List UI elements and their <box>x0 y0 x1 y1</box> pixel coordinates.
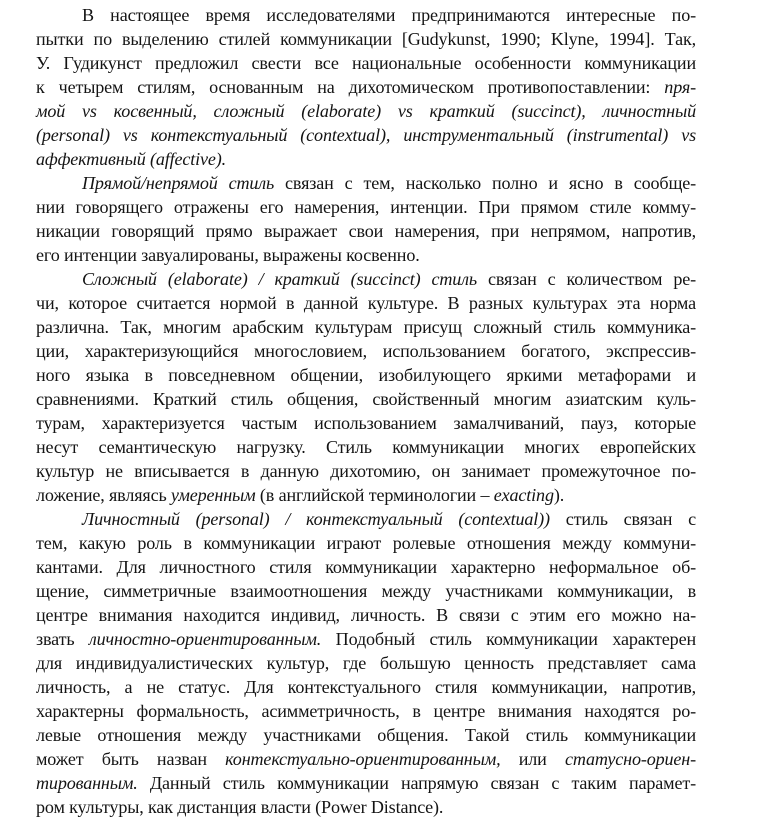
text-line <box>36 363 696 387</box>
text-run: кантами. Для личностного стиля коммуникации характерно неформальное об- <box>36 557 696 577</box>
text-line <box>36 459 696 483</box>
text-run: пытки по выделению стилей коммуникации [Gudykunst, 1990; Klyne, 1994]. Так, <box>36 29 696 49</box>
text-run: личность, а не статус. Для контекстуального стиля коммуникации, напротив, <box>36 677 696 697</box>
italic-term: Сложный (elaborate) / краткий (succinct) стиль <box>82 269 477 289</box>
text-line <box>36 699 696 723</box>
text-line <box>36 99 696 123</box>
text-line <box>36 147 696 171</box>
text-line <box>36 483 696 507</box>
text-line <box>36 675 696 699</box>
text-run: никации говорящий прямо выражает свои намерения, при непрямом, напротив, <box>36 221 696 241</box>
text-run: чи, которое считается нормой в данной культуре. В разных культурах эта норма <box>36 293 696 313</box>
text-run: культур не вписывается в данную дихотомию, он занимает промежуточное по- <box>36 461 696 481</box>
text-run: Подобный стиль коммуникации характерен <box>321 629 696 649</box>
text-run: ного языка в повседневном общении, изобилующего яркими метафорами и <box>36 365 696 385</box>
text-run: различна. Так, многим арабским культурам присущ сложный стиль коммуника- <box>36 317 696 337</box>
text-run: турам, характеризуется частым использованием замалчиваний, пауз, которые <box>36 413 696 433</box>
text-line <box>82 507 696 531</box>
text-run: У. Гудикунст предложил свести все национальные особенности коммуникации <box>36 53 696 73</box>
italic-term: контекстуально-ориентированным, <box>225 749 501 769</box>
text-line <box>36 747 696 771</box>
text-line <box>36 435 696 459</box>
text-line <box>36 411 696 435</box>
text-line <box>36 603 696 627</box>
italic-term: умеренным <box>170 485 256 505</box>
text-line <box>36 651 696 675</box>
text-run: ром культуры, как дистанция власти (Power Distance). <box>36 797 444 817</box>
italic-term: мой vs косвенный, сложный (elaborate) vs краткий (succinct), личностный <box>36 101 696 121</box>
text-line <box>36 339 696 363</box>
text-line <box>36 627 696 651</box>
text-line <box>36 195 696 219</box>
text-line <box>36 27 696 51</box>
text-run: сравнениями. Краткий стиль общения, свойственный многим азиатским куль- <box>36 389 696 409</box>
text-line <box>36 795 696 819</box>
text-line <box>36 723 696 747</box>
text-line <box>36 123 696 147</box>
text-line <box>36 387 696 411</box>
text-run: центре внимания находится индивид, личность. В связи с этим его можно на- <box>36 605 696 625</box>
text-run: ). <box>553 485 565 505</box>
text-run: тем, какую роль в коммуникации играют ролевые отношения между коммуни- <box>36 533 696 553</box>
text-run: несут семантическую нагрузку. Стиль коммуникации многих европейских <box>36 437 696 457</box>
text-run: стиль связан с <box>549 509 696 529</box>
text-run: или <box>500 749 565 769</box>
italic-term: статусно-ориен- <box>564 749 696 769</box>
text-run: звать <box>36 629 89 649</box>
text-line <box>36 291 696 315</box>
text-run: ции, характеризующийся многословием, использованием богатого, экспрессив- <box>36 341 696 361</box>
text-line <box>36 75 696 99</box>
text-run: его интенции завуалированы, выражены косвенно. <box>36 245 420 265</box>
italic-term: (personal) vs контекстуальный (contextual), инструментальный (instrumental) vs <box>36 125 696 145</box>
text-run: характерны формальность, асимметричность, в центре внимания находятся ро- <box>36 701 696 721</box>
italic-term: Личностный (personal) / контекстуальный (contextual)) <box>82 509 550 529</box>
italic-term: аффективный (affective). <box>36 149 227 169</box>
text-line <box>82 267 696 291</box>
text-run: связан с количеством ре- <box>476 269 696 289</box>
text-line <box>36 531 696 555</box>
italic-term: личностно-ориентированным. <box>88 629 322 649</box>
text-line <box>36 771 696 795</box>
text-line <box>82 3 696 27</box>
text-line <box>36 579 696 603</box>
text-run: щение, симметричные взаимоотношения между участниками коммуникации, в <box>36 581 696 601</box>
text-line <box>36 243 696 267</box>
text-run: для индивидуалистических культур, где большую ценность представляет сама <box>36 653 696 673</box>
text-run: Данный стиль коммуникации напрямую связан с таким парамет- <box>137 773 696 793</box>
text-line <box>82 171 696 195</box>
text-run: связан с тем, насколько полно и ясно в сообще- <box>274 173 696 193</box>
text-run: левые отношения между участниками общения. Такой стиль коммуникации <box>36 725 696 745</box>
text-line <box>36 315 696 339</box>
text-run: к четырем стилям, основанным на дихотомическом противопоставлении: <box>36 77 665 97</box>
italic-term: Прямой/непрямой стиль <box>82 173 275 193</box>
text-line <box>36 51 696 75</box>
text-line <box>36 555 696 579</box>
italic-term: тированным. <box>36 773 138 793</box>
italic-term: exacting <box>493 485 554 505</box>
text-run: может быть назван <box>36 749 226 769</box>
text-run: (в английской терминологии – <box>255 485 494 505</box>
text-run: ложение, являясь <box>36 485 171 505</box>
text-line <box>36 219 696 243</box>
italic-term: пря- <box>664 77 696 97</box>
text-run: В настоящее время исследователями предпринимаются интересные по- <box>82 5 696 25</box>
text-run: нии говорящего отражены его намерения, интенции. При прямом стиле комму- <box>36 197 696 217</box>
